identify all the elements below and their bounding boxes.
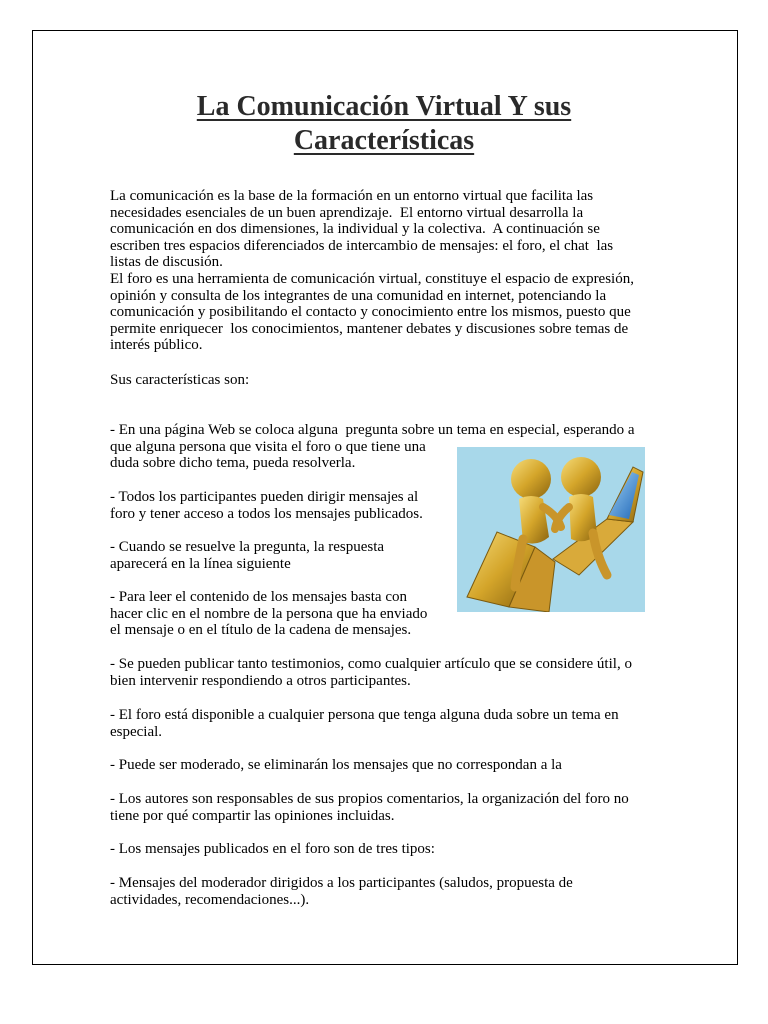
text-line: interés público. — [110, 337, 203, 354]
text-line: La comunicación es la base de la formación en un entorno virtual que facilita las — [110, 188, 594, 204]
list-item: - En una página Web se coloca alguna pregunta sobre un tema en especial, esperando a que alguna persona que visita el foro o que tiene una duda sobre dicho tema, pueda resolverla. — [110, 422, 635, 472]
subheading: Sus características son: — [110, 372, 250, 388]
text-line: opinión y consulta de los integrantes de una comunidad en internet, potenciando la — [110, 287, 607, 304]
text-line: El foro es una herramienta de comunicación virtual, constituye el espacio de expresión, — [110, 270, 634, 287]
list-item: - Se pueden publicar tanto testimonios, como cualquier artículo que se considere útil, o bien intervenir respondiendo a otros participantes. — [110, 656, 632, 689]
text-line: comunicación y posibilitando el contacto y conocimiento entre los mismos, puesto que — [110, 304, 631, 321]
text-line: permite enriquecer los conocimientos, mantener debates y discusiones sobre temas de — [110, 320, 629, 337]
list-item: - Todos los participantes pueden dirigir mensajes al foro y tener acceso a todos los mensajes publicados. — [110, 489, 423, 522]
list-item: - El foro está disponible a cualquier persona que tenga alguna duda sobre un tema en especial. — [110, 707, 619, 740]
list-item: - Puede ser moderado, se eliminarán los mensajes que no correspondan a la — [110, 757, 562, 773]
two-gold-figures-with-laptops-icon — [457, 447, 645, 612]
list-item: - Cuando se resuelve la pregunta, la respuesta aparecerá en la línea siguiente — [110, 539, 385, 572]
text-line: necesidades esenciales de un buen aprendizaje. El entorno virtual desarrolla la — [110, 204, 584, 221]
list-item: - Mensajes del moderador dirigidos a los participantes (saludos, propuesta de actividades, recomendaciones...). — [110, 875, 573, 908]
text-line: listas de discusión. — [110, 254, 223, 271]
list-item: - Para leer el contenido de los mensajes basta con hacer clic en el nombre de la persona que ha enviado el mensaje o en el título de la cadena de mensajes. — [110, 589, 428, 639]
page-title — [0, 90, 768, 158]
title-line-2: Características — [293, 125, 475, 156]
intro-paragraph — [110, 188, 634, 354]
illustration-image — [457, 447, 645, 612]
list-item: - Los autores son responsables de sus propios comentarios, la organización del foro no tiene por qué compartir las opiniones incluidas. — [110, 791, 629, 824]
title-line-1: La Comunicación Virtual Y sus — [196, 91, 572, 122]
text-line: comunicación en dos dimensiones, la individual y la colectiva. A continuación se — [110, 221, 600, 238]
list-item: - Los mensajes publicados en el foro son de tres tipos: — [110, 841, 435, 857]
text-line: escriben tres espacios diferenciados de intercambio de mensajes: el foro, el chat las — [110, 237, 614, 254]
